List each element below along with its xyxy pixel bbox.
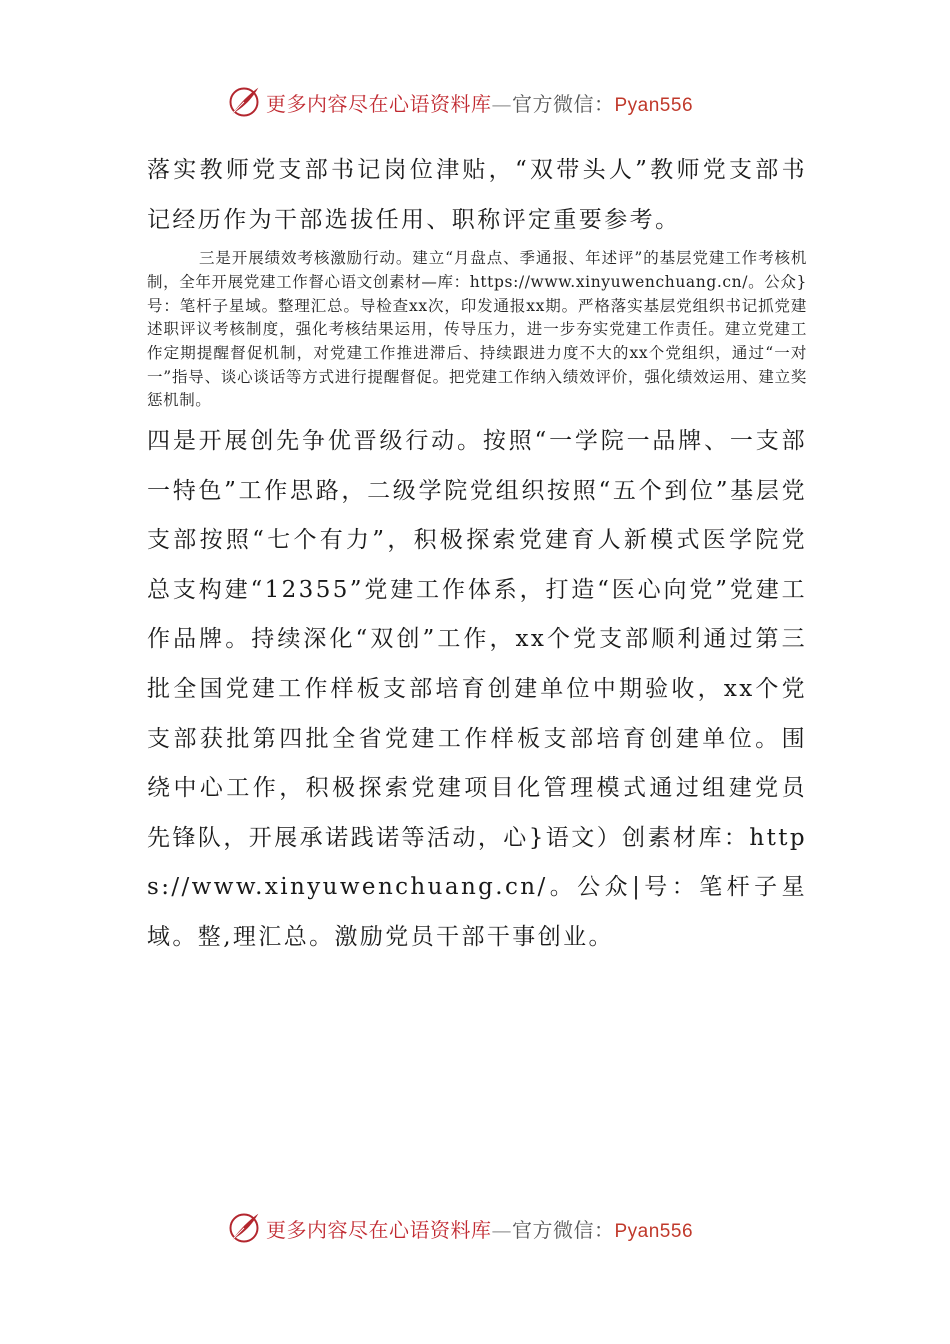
header-dash: —	[491, 91, 512, 116]
header-banner	[226, 82, 746, 122]
footer-official-label: 官方微信：	[512, 1217, 615, 1242]
footer-banner-text	[266, 1214, 693, 1243]
header-brand-text: 更多内容尽在心语资料库	[266, 91, 492, 116]
quill-logo-icon	[226, 84, 262, 120]
quill-logo-icon	[226, 1210, 262, 1246]
footer-brand-text: 更多内容尽在心语资料库	[266, 1217, 492, 1242]
paragraph-excellence-promotion: 四是开展创先争优晋级行动。按照“一学院一品牌、一支部一特色”工作思路，二级学院党组织按照“五个到位”基层党支部按照“七个有力”，积极探索党建育人新模式医学院党总支构建“12355”党建工作体系，打造“医心向党”党建工作品牌。持续深化“双创”工作，xx个党支部顺利通过第三批全国党建工作样板支部培育创建单位中期验收，xx个党支部获批第四批全省党建工作样板支部培育创建单位。围绕中心工作，积极探索党建项目化管理模式通过组建党员先锋队，开展承诺践诺等活动，心}语文）创素材库：https://www.xinyuwenchuang.cn/。公众|号：笔杆子星域。整,理汇总。激励党员干部干事创业。	[147, 428, 807, 951]
document-body	[147, 146, 807, 963]
footer-dash: —	[491, 1217, 512, 1242]
footer-banner	[226, 1208, 746, 1248]
paragraph-performance-assessment: 三是开展绩效考核激励行动。建立“月盘点、季通报、年述评”的基层党建工作考核机制，全年开展党建工作督心语文创素材—库：https://www.xinyuwenchuang.cn/。公众}号：笔杆子星域。整理汇总。导检查xx次，印发通报xx期。严格落实基层党组织书记抓党建述职评议考核制度，强化考核结果运用，传导压力，进一步夯实党建工作责任。建立党建工作定期提醒督促机制，对党建工作推进滞后、持续跟进力度不大的xx个党组织，通过“一对一”指导、谈心谈话等方式进行提醒督促。把党建工作纳入绩效评价，强化绩效运用、建立奖惩机制。	[147, 249, 807, 410]
paragraph-teacher-branch-secretary: 落实教师党支部书记岗位津贴，“双带头人”教师党支部书记经历作为干部选拔任用、职称评定重要参考。	[147, 157, 807, 233]
header-banner-text	[266, 88, 693, 117]
footer-wechat-id: Pyan556	[614, 1220, 694, 1242]
header-wechat-id: Pyan556	[614, 94, 694, 116]
header-official-label: 官方微信：	[512, 91, 615, 116]
